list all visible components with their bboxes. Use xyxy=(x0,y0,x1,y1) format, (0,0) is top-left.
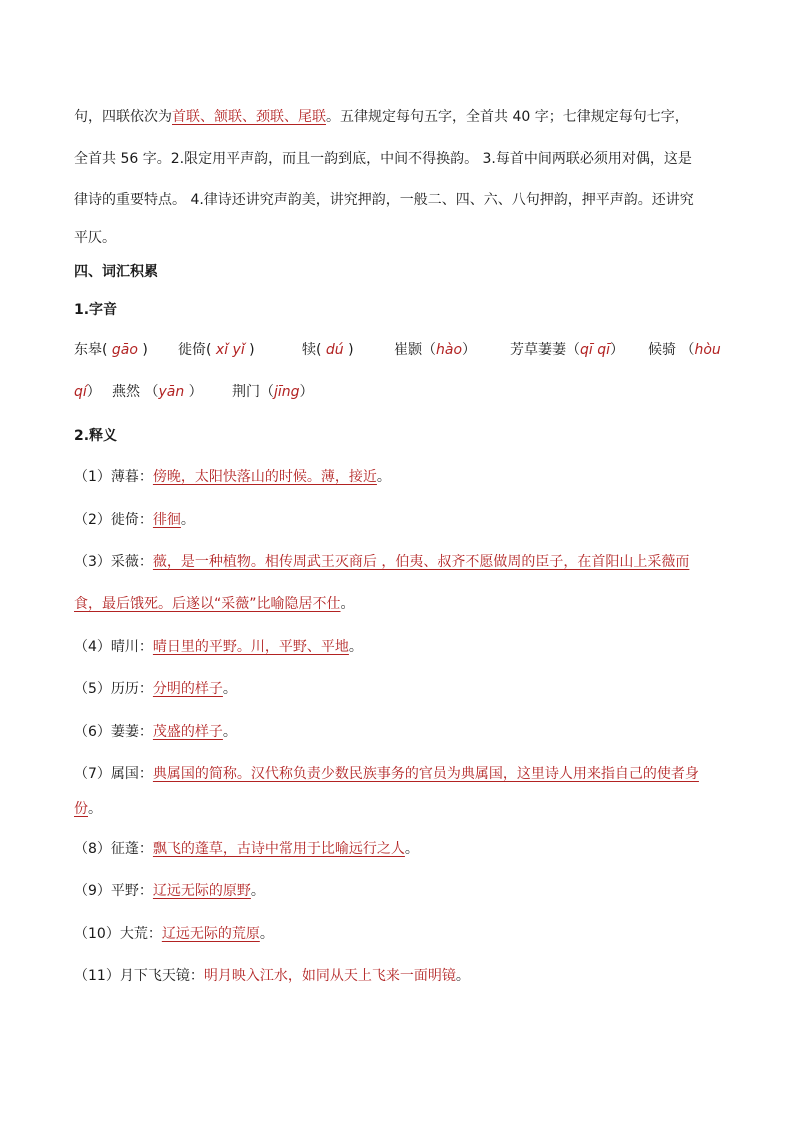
text: 全首共 56 字。2.限定用平声韵，而且一韵到底，中间不得换韵。 3.每首中间两联必须用对偶，这是 xyxy=(74,151,692,167)
ziyin-item: 徙倚( xǐ yǐ ) xyxy=(178,342,255,358)
ziyin-item: 候骑 （hòu xyxy=(648,342,721,358)
definition-entry: （11）月下飞天镜：明月映入江水，如同从天上飞来一面明镜。 xyxy=(74,968,470,984)
text: 。五律规定每句五字，全首共 40 字；七律规定每句七字， xyxy=(326,109,689,125)
definition-entry: （1）薄暮：傍晚，太阳快落山的时候。薄，接近。 xyxy=(74,469,391,485)
definition-entry: （3）采薇：薇，是一种植物。相传周武王灭商后 ，伯夷、叔齐不愿做周的臣子，在首阳山上采薇而 xyxy=(74,554,690,570)
text: 句，四联依次为 xyxy=(74,109,172,125)
ziyin-heading xyxy=(74,300,117,320)
intro-line-3 xyxy=(74,190,694,210)
section-title: 四、词汇积累 xyxy=(74,264,158,280)
definition-entry: （2）徙倚：徘徊。 xyxy=(74,512,195,528)
ziyin-item: qí） xyxy=(74,384,101,400)
definition-entry: （5）历历：分明的样子。 xyxy=(74,681,237,697)
intro-line-4 xyxy=(74,228,116,248)
section-heading xyxy=(74,262,158,282)
intro-line-2 xyxy=(74,149,692,169)
ziyin-item: 东皋( gāo ) xyxy=(74,342,148,358)
definition-entry: （8）征蓬：飘飞的蓬草，古诗中常用于比喻远行之人。 xyxy=(74,841,419,857)
definition-entry: （6）萋萋：茂盛的样子。 xyxy=(74,724,237,740)
text: 平仄。 xyxy=(74,230,116,246)
definition-entry: （9）平野：辽远无际的原野。 xyxy=(74,883,265,899)
subheading: 1.字音 xyxy=(74,302,118,318)
ziyin-item: 崔颢（hào） xyxy=(394,342,477,358)
definition-entry: （4）晴川：晴日里的平野。川，平野、平地。 xyxy=(74,639,363,655)
ziyin-item: 燕然 （yān ） xyxy=(112,384,203,400)
intro-line-1 xyxy=(74,107,689,127)
subheading: 2.释义 xyxy=(74,428,118,444)
definition-entry: （7）属国：典属国的简称。汉代称负责少数民族事务的官员为典属国，这里诗人用来指自己的使者身 xyxy=(74,766,699,782)
ziyin-item: 犊( dú ) xyxy=(302,342,354,358)
definition-entry-cont: 份。 xyxy=(74,801,102,817)
definition-entry: （10）大荒：辽远无际的荒原。 xyxy=(74,926,274,942)
ziyin-item: 荆门（jīng） xyxy=(232,384,314,400)
definition-entry-cont: 食，最后饿死。后遂以“采薇”比喻隐居不仕。 xyxy=(74,596,355,612)
underlined-answer: 首联、颔联、颈联、尾联 xyxy=(172,109,326,125)
text: 律诗的重要特点。 4.律诗还讲究声韵美，讲究押韵，一般二、四、六、八句押韵，押平声韵。还讲究 xyxy=(74,192,694,208)
ziyin-item: 芳草萋萋（qī qī） xyxy=(510,342,625,358)
shiyi-heading xyxy=(74,426,117,446)
